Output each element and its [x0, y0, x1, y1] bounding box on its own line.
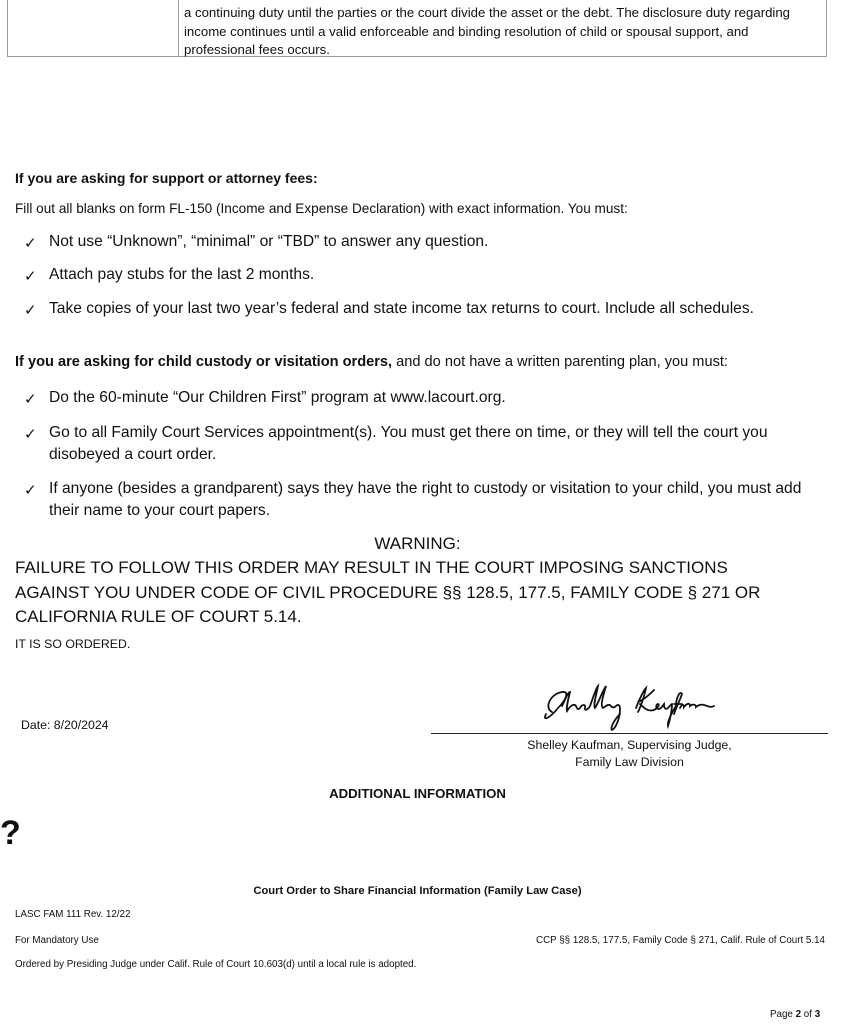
table-cell-text: a continuing duty until the parties or the court divide the asset or the debt. The disclosure duty regarding income continues until a valid enforceable and binding resolution of child or spousal support, and professional fees occurs. — [184, 5, 791, 57]
form-id: LASC FAM 111 Rev. 12/22 — [15, 909, 131, 920]
page-number — [770, 1009, 820, 1020]
support-item: Attach pay stubs for the last 2 months. — [49, 266, 315, 283]
support-item: Take copies of your last two year’s federal and state income tax returns to court. Include all schedules. — [49, 300, 754, 317]
signature-line — [431, 733, 828, 734]
mandatory-use: For Mandatory Use — [15, 935, 99, 946]
judge-division: Family Law Division — [575, 755, 684, 769]
page-total: 3 — [814, 1009, 821, 1020]
judge-name: Shelley Kaufman, Supervising Judge, — [527, 738, 732, 752]
legal-citation: CCP §§ 128.5, 177.5, Family Code § 271, Calif. Rule of Court 5.14 — [536, 935, 825, 946]
additional-info-heading: ADDITIONAL INFORMATION — [329, 786, 506, 801]
so-ordered: IT IS SO ORDERED. — [15, 637, 131, 651]
page-current: 2 — [795, 1009, 802, 1020]
ordered-by: Ordered by Presiding Judge under Calif. Rule of Court 10.603(d) until a local rule is adopted. — [15, 959, 417, 970]
custody-heading-line — [15, 354, 830, 370]
support-intro: Fill out all blanks on form FL-150 (Income and Expense Declaration) with exact information. You must: — [15, 201, 628, 216]
support-heading: If you are asking for support or attorney fees: — [15, 170, 318, 186]
page-prefix: Page — [770, 1009, 796, 1020]
custody-heading-rest: and do not have a written parenting plan, you must: — [396, 354, 728, 370]
checkmark-icon: ✓ — [24, 481, 37, 499]
checkmark-icon: ✓ — [24, 390, 37, 408]
custody-heading: If you are asking for child custody or visitation orders, — [15, 354, 393, 370]
support-item: Not use “Unknown”, “minimal” or “TBD” to answer any question. — [49, 233, 489, 250]
checkmark-icon: ✓ — [24, 301, 37, 319]
footer-title: Court Order to Share Financial Information (Family Law Case) — [253, 885, 582, 897]
checkmark-icon: ✓ — [24, 267, 37, 285]
custody-item: If anyone (besides a grandparent) says they have the right to custody or visitation to your child, you must add their name to your court papers. — [49, 480, 802, 519]
warning-title: WARNING: — [374, 534, 461, 553]
question-mark: ? — [0, 814, 21, 852]
warning-body: FAILURE TO FOLLOW THIS ORDER MAY RESULT IN THE COURT IMPOSING SANCTIONS AGAINST YOU UNDER CODE OF CIVIL PROCEDURE §§ 128.5, 177.5, FAMILY CODE § 271 OR CALIFORNIA RULE OF COURT 5.14. — [15, 558, 761, 626]
order-date: Date: 8/20/2024 — [21, 718, 109, 732]
table-column-divider — [178, 0, 179, 56]
checkmark-icon: ✓ — [24, 234, 37, 252]
page-of: of — [801, 1009, 815, 1020]
checkmark-icon: ✓ — [24, 425, 37, 443]
custody-item: Go to all Family Court Services appointment(s). You must get there on time, or they will tell the court you disobeyed a court order. — [49, 424, 768, 463]
custody-item: Do the 60-minute “Our Children First” program at www.lacourt.org. — [49, 389, 506, 406]
judge-signature — [540, 678, 730, 733]
